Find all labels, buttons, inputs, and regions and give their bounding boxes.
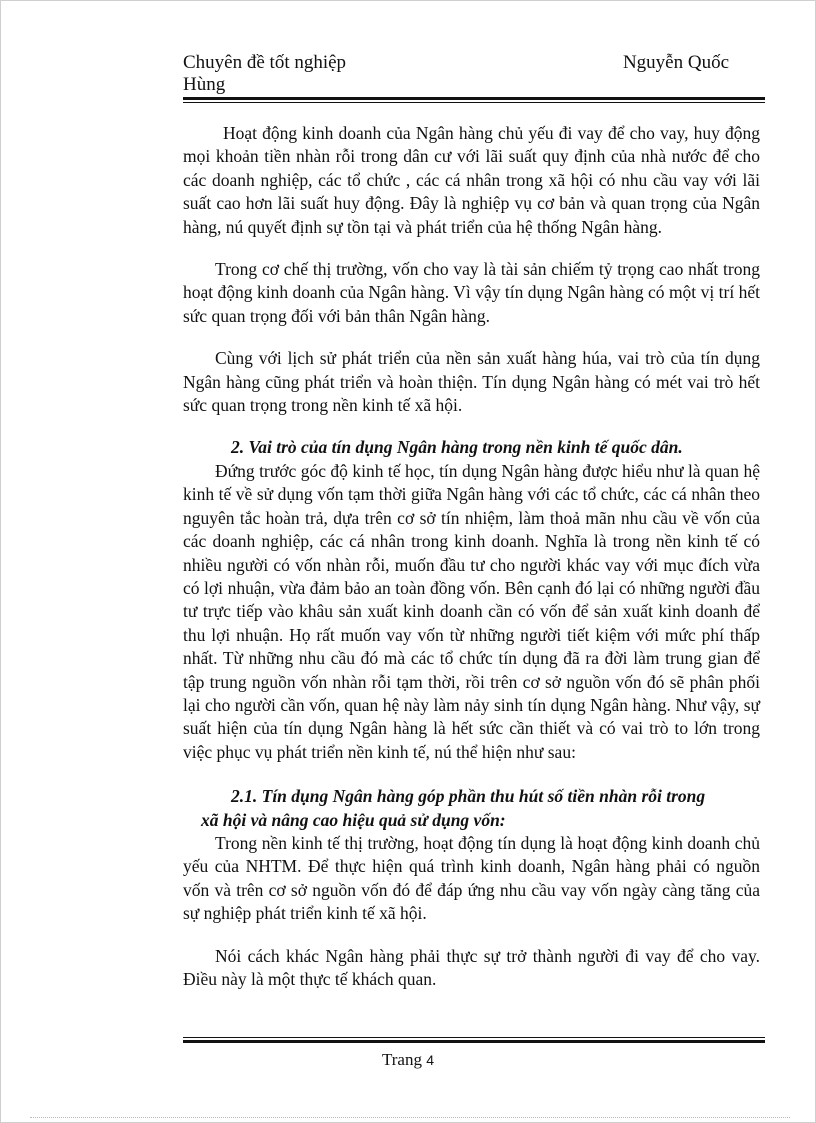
subsection-heading-continued: xã hội và nâng cao hiệu quả sử dụng vốn: [201, 809, 506, 830]
page-bottom-dotted-line [30, 1117, 790, 1118]
paragraph: Đứng trước góc độ kinh tế học, tín dụng Ngân hàng được hiểu như là quan hệ kinh tế về sử dụng vốn tạm thời giữa Ngân hàng với các tổ chức, các cá nhân theo nguyên tắc hoàn trả, dựa trên cơ sở tín nhiệm, làm thoả mãn nhu cầu về vốn của các doanh nghiệp, các cá nhân trong kinh doanh. Nghĩa là trong nền kinh tế có nhiều người có vốn nhàn rỗi, muốn đầu tư cho người khác vay với mục đích vừa có lợi nhuận, vừa đảm bảo an toàn đồng vốn. Bên cạnh đó lại có những người đầu tư trực tiếp vào khâu sản xuất kinh doanh cần có vốn để sản xuất kinh doanh để thu lợi nhuận. Họ rất muốn vay vốn từ những người tiết kiệm với mức phí thấp nhất. Từ những nhu cầu đó mà các tổ chức tín dụng đã ra đời làm trung gian để tập trung nguồn vốn nhàn rỗi tạm thời, rồi trên cơ sở nguồn vốn đó sẽ phân phối lại cho người cần vốn, quan hệ này làm nảy sinh tín dụng Ngân hàng. Như vậy, sự suất hiện của tín dụng Ngân hàng là hết sức cần thiết và có vai trò to lớn trong việc phục vụ phát triển nền kinh tế, nú thể hiện như sau: [183, 460, 760, 762]
paragraph: Hoạt động kinh doanh của Ngân hàng chủ yếu đi vay để cho vay, huy động mọi khoản tiền nhàn rỗi trong dân cư với lãi suất quy định của nhà nước để cho các doanh nghiệp, các tổ chức , các cá nhân trong xã hội có nhu cầu vay với lãi suất cao hơn lãi suất huy động. Đây là nghiệp vụ cơ bản và quan trọng của Ngân hàng, nú quyết định sự tồn tại và phát triển của hệ thống Ngân hàng. [183, 123, 760, 237]
section-heading: 2. Vai trò của tín dụng Ngân hàng trong nền kinh tế quốc dân. [231, 437, 683, 458]
paragraph: Nói cách khác Ngân hàng phải thực sự trở thành người đi vay để cho vay. Điều này là một thực tế khách quan. [183, 945, 760, 989]
document-body [183, 122, 760, 991]
paragraph: Trong cơ chế thị trường, vốn cho vay là tài sản chiếm tỷ trọng cao nhất trong hoạt động kinh doanh của Ngân hàng. Vì vậy tín dụng Ngân hàng có một vị trí hết sức quan trọng đối với bản thân Ngân hàng. [183, 259, 760, 326]
header-author-wrap: Hùng [183, 74, 226, 95]
subsection-heading: 2.1. Tín dụng Ngân hàng góp phần thu hút số tiền nhàn rỗi trong [231, 786, 706, 807]
paragraph: Trong nền kinh tế thị trường, hoạt động tín dụng là hoạt động kinh doanh chủ yếu của NHTM. Để thực hiện quá trình kinh doanh, Ngân hàng phải có nguồn vốn và trên cơ sở nguồn vốn đó để đáp ứng nhu cầu vay vốn ngày càng tăng của sự nghiệp phát triển kinh tế xã hội. [183, 832, 760, 924]
page-footer [0, 1050, 816, 1070]
footer-label: Trang [381, 1050, 422, 1069]
header-author: Nguyễn Quốc [622, 52, 729, 73]
paragraph: Cùng với lịch sử phát triển của nền sản xuất hàng húa, vai trò của tín dụng Ngân hàng cũng phát triển và hoàn thiện. Tín dụng Ngân hàng có mét vai trò hết sức quan trọng trong nền kinh tế xã hội. [183, 348, 760, 416]
page-number: 4 [426, 1052, 435, 1068]
header-divider [183, 97, 765, 103]
header-title: Chuyên đề tốt nghiệp [183, 52, 347, 73]
footer-divider [183, 1037, 765, 1043]
